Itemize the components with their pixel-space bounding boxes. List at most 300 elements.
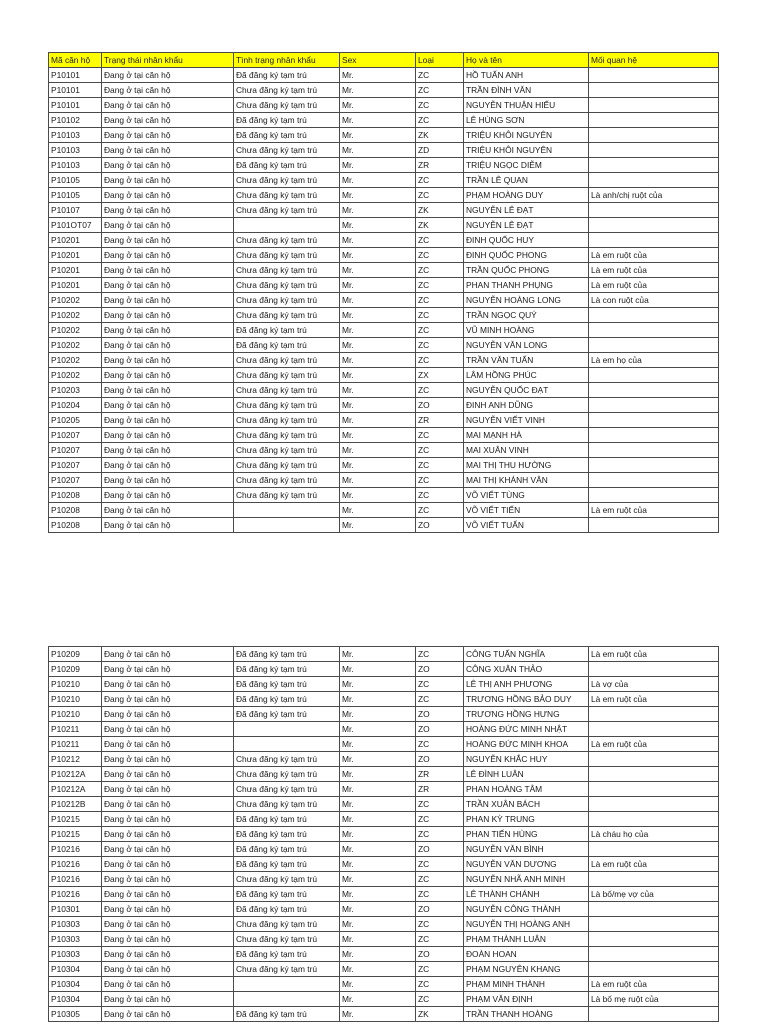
apartment-code-cell[interactable]: P10201 (49, 248, 102, 263)
apartment-code-cell[interactable]: P10212A (49, 767, 102, 782)
sex-cell[interactable]: Mr. (340, 368, 416, 383)
sex-cell[interactable]: Mr. (340, 707, 416, 722)
type-cell[interactable]: ZD (416, 143, 464, 158)
sex-cell[interactable]: Mr. (340, 458, 416, 473)
sex-cell[interactable]: Mr. (340, 947, 416, 962)
apartment-code-cell[interactable]: P10304 (49, 992, 102, 1007)
full-name-cell[interactable]: MAI THỊ THU HƯỜNG (464, 458, 589, 473)
registration-status-cell[interactable]: Đã đăng ký tạm trú (234, 842, 340, 857)
relationship-cell[interactable] (589, 872, 719, 887)
apartment-code-cell[interactable]: P10209 (49, 647, 102, 662)
registration-status-cell[interactable] (234, 722, 340, 737)
apartment-code-cell[interactable]: P10103 (49, 158, 102, 173)
type-cell[interactable]: ZO (416, 947, 464, 962)
registration-status-cell[interactable]: Đã đăng ký tạm trú (234, 113, 340, 128)
relationship-cell[interactable] (589, 113, 719, 128)
sex-cell[interactable]: Mr. (340, 917, 416, 932)
full-name-cell[interactable]: PHAN TIẾN HÙNG (464, 827, 589, 842)
registration-status-cell[interactable] (234, 518, 340, 533)
apartment-code-cell[interactable]: P10211 (49, 722, 102, 737)
resident-status-cell[interactable]: Đang ở tại căn hộ (102, 962, 234, 977)
type-cell[interactable]: ZO (416, 518, 464, 533)
registration-status-cell[interactable]: Chưa đăng ký tạm trú (234, 293, 340, 308)
registration-status-cell[interactable]: Chưa đăng ký tạm trú (234, 398, 340, 413)
sex-cell[interactable]: Mr. (340, 857, 416, 872)
relationship-cell[interactable]: Là em ruột của (589, 977, 719, 992)
relationship-cell[interactable] (589, 797, 719, 812)
type-cell[interactable]: ZC (416, 797, 464, 812)
resident-status-cell[interactable]: Đang ở tại căn hộ (102, 458, 234, 473)
apartment-code-cell[interactable]: P10201 (49, 263, 102, 278)
sex-cell[interactable]: Mr. (340, 518, 416, 533)
relationship-cell[interactable] (589, 413, 719, 428)
apartment-code-cell[interactable]: P101OT07 (49, 218, 102, 233)
sex-cell[interactable]: Mr. (340, 647, 416, 662)
type-cell[interactable]: ZC (416, 677, 464, 692)
resident-status-cell[interactable]: Đang ở tại căn hộ (102, 218, 234, 233)
registration-status-cell[interactable]: Đã đăng ký tạm trú (234, 947, 340, 962)
full-name-cell[interactable]: NGUYỄN NHÃ ANH MINH (464, 872, 589, 887)
full-name-cell[interactable]: ĐINH ANH DŨNG (464, 398, 589, 413)
apartment-code-cell[interactable]: P10216 (49, 857, 102, 872)
apartment-code-cell[interactable]: P10204 (49, 398, 102, 413)
apartment-code-cell[interactable]: P10211 (49, 737, 102, 752)
apartment-code-cell[interactable]: P10212B (49, 797, 102, 812)
registration-status-cell[interactable]: Chưa đăng ký tạm trú (234, 932, 340, 947)
registration-status-cell[interactable] (234, 218, 340, 233)
sex-cell[interactable]: Mr. (340, 752, 416, 767)
registration-status-cell[interactable]: Đã đăng ký tạm trú (234, 857, 340, 872)
apartment-code-cell[interactable]: P10207 (49, 473, 102, 488)
full-name-cell[interactable]: NGUYỄN VĂN LONG (464, 338, 589, 353)
full-name-cell[interactable]: NGUYỄN THUẬN HIẾU (464, 98, 589, 113)
full-name-cell[interactable]: MAI THỊ KHÁNH VÂN (464, 473, 589, 488)
resident-status-cell[interactable]: Đang ở tại căn hộ (102, 68, 234, 83)
registration-status-cell[interactable]: Chưa đăng ký tạm trú (234, 143, 340, 158)
type-cell[interactable]: ZC (416, 857, 464, 872)
registration-status-cell[interactable]: Chưa đăng ký tạm trú (234, 917, 340, 932)
full-name-cell[interactable]: TRẦN THANH HOÀNG (464, 1007, 589, 1022)
resident-status-cell[interactable]: Đang ở tại căn hộ (102, 293, 234, 308)
resident-status-cell[interactable]: Đang ở tại căn hộ (102, 128, 234, 143)
type-cell[interactable]: ZC (416, 737, 464, 752)
sex-cell[interactable]: Mr. (340, 677, 416, 692)
apartment-code-cell[interactable]: P10305 (49, 1007, 102, 1022)
type-cell[interactable]: ZC (416, 812, 464, 827)
relationship-cell[interactable] (589, 518, 719, 533)
registration-status-cell[interactable]: Chưa đăng ký tạm trú (234, 473, 340, 488)
registration-status-cell[interactable]: Chưa đăng ký tạm trú (234, 488, 340, 503)
registration-status-cell[interactable]: Chưa đăng ký tạm trú (234, 83, 340, 98)
full-name-cell[interactable]: HOÀNG ĐỨC MINH NHẬT (464, 722, 589, 737)
sex-cell[interactable]: Mr. (340, 113, 416, 128)
full-name-cell[interactable]: VÕ VIẾT TIẾN (464, 503, 589, 518)
sex-cell[interactable]: Mr. (340, 278, 416, 293)
registration-status-cell[interactable]: Chưa đăng ký tạm trú (234, 782, 340, 797)
sex-cell[interactable]: Mr. (340, 1007, 416, 1022)
registration-status-cell[interactable]: Chưa đăng ký tạm trú (234, 458, 340, 473)
header-resident-status[interactable]: Trạng thái nhân khẩu (102, 53, 234, 68)
apartment-code-cell[interactable]: P10304 (49, 977, 102, 992)
relationship-cell[interactable] (589, 752, 719, 767)
full-name-cell[interactable]: TRẦN LÊ QUAN (464, 173, 589, 188)
type-cell[interactable]: ZC (416, 827, 464, 842)
full-name-cell[interactable]: TRẦN XUÂN BÁCH (464, 797, 589, 812)
full-name-cell[interactable]: VÕ VIẾT TUẤN (464, 518, 589, 533)
full-name-cell[interactable]: LÊ THÀNH CHÁNH (464, 887, 589, 902)
apartment-code-cell[interactable]: P10105 (49, 173, 102, 188)
relationship-cell[interactable]: Là cháu họ của (589, 827, 719, 842)
relationship-cell[interactable] (589, 68, 719, 83)
apartment-code-cell[interactable]: P10215 (49, 812, 102, 827)
full-name-cell[interactable]: TRƯƠNG HỒNG BẢO DUY (464, 692, 589, 707)
resident-status-cell[interactable]: Đang ở tại căn hộ (102, 677, 234, 692)
sex-cell[interactable]: Mr. (340, 722, 416, 737)
registration-status-cell[interactable]: Chưa đăng ký tạm trú (234, 872, 340, 887)
apartment-code-cell[interactable]: P10202 (49, 368, 102, 383)
resident-status-cell[interactable]: Đang ở tại căn hộ (102, 947, 234, 962)
type-cell[interactable]: ZC (416, 68, 464, 83)
registration-status-cell[interactable]: Chưa đăng ký tạm trú (234, 368, 340, 383)
type-cell[interactable]: ZR (416, 782, 464, 797)
relationship-cell[interactable] (589, 443, 719, 458)
type-cell[interactable]: ZC (416, 293, 464, 308)
full-name-cell[interactable]: TRẦN NGỌC QUÝ (464, 308, 589, 323)
registration-status-cell[interactable]: Chưa đăng ký tạm trú (234, 413, 340, 428)
registration-status-cell[interactable]: Đã đăng ký tạm trú (234, 827, 340, 842)
registration-status-cell[interactable]: Đã đăng ký tạm trú (234, 812, 340, 827)
relationship-cell[interactable] (589, 83, 719, 98)
resident-status-cell[interactable]: Đang ở tại căn hộ (102, 872, 234, 887)
relationship-cell[interactable]: Là em ruột của (589, 278, 719, 293)
full-name-cell[interactable]: LÊ HÙNG SƠN (464, 113, 589, 128)
apartment-code-cell[interactable]: P10103 (49, 128, 102, 143)
type-cell[interactable]: ZC (416, 263, 464, 278)
apartment-code-cell[interactable]: P10210 (49, 707, 102, 722)
resident-status-cell[interactable]: Đang ở tại căn hộ (102, 503, 234, 518)
relationship-cell[interactable] (589, 488, 719, 503)
apartment-code-cell[interactable]: P10212 (49, 752, 102, 767)
registration-status-cell[interactable]: Chưa đăng ký tạm trú (234, 962, 340, 977)
registration-status-cell[interactable]: Đã đăng ký tạm trú (234, 887, 340, 902)
resident-status-cell[interactable]: Đang ở tại căn hộ (102, 707, 234, 722)
registration-status-cell[interactable] (234, 992, 340, 1007)
type-cell[interactable]: ZK (416, 1007, 464, 1022)
full-name-cell[interactable]: PHAN THANH PHỤNG (464, 278, 589, 293)
sex-cell[interactable]: Mr. (340, 767, 416, 782)
registration-status-cell[interactable]: Đã đăng ký tạm trú (234, 323, 340, 338)
resident-status-cell[interactable]: Đang ở tại căn hộ (102, 857, 234, 872)
sex-cell[interactable]: Mr. (340, 977, 416, 992)
type-cell[interactable]: ZC (416, 917, 464, 932)
full-name-cell[interactable]: NGUYỄN HOÀNG LONG (464, 293, 589, 308)
relationship-cell[interactable] (589, 203, 719, 218)
apartment-code-cell[interactable]: P10202 (49, 353, 102, 368)
relationship-cell[interactable] (589, 902, 719, 917)
apartment-code-cell[interactable]: P10303 (49, 932, 102, 947)
resident-status-cell[interactable]: Đang ở tại căn hộ (102, 338, 234, 353)
header-apartment-code[interactable]: Mã căn hộ (49, 53, 102, 68)
relationship-cell[interactable]: Là em ruột của (589, 692, 719, 707)
relationship-cell[interactable]: Là bố/mẹ vợ của (589, 887, 719, 902)
relationship-cell[interactable] (589, 218, 719, 233)
resident-status-cell[interactable]: Đang ở tại căn hộ (102, 98, 234, 113)
type-cell[interactable]: ZC (416, 173, 464, 188)
full-name-cell[interactable]: HOÀNG ĐỨC MINH KHOA (464, 737, 589, 752)
sex-cell[interactable]: Mr. (340, 218, 416, 233)
relationship-cell[interactable] (589, 662, 719, 677)
apartment-code-cell[interactable]: P10205 (49, 413, 102, 428)
relationship-cell[interactable] (589, 383, 719, 398)
type-cell[interactable]: ZR (416, 413, 464, 428)
full-name-cell[interactable]: NGUYỄN VIẾT VINH (464, 413, 589, 428)
full-name-cell[interactable]: NGUYỄN LÊ ĐẠT (464, 203, 589, 218)
type-cell[interactable]: ZC (416, 977, 464, 992)
sex-cell[interactable]: Mr. (340, 443, 416, 458)
registration-status-cell[interactable]: Đã đăng ký tạm trú (234, 1007, 340, 1022)
apartment-code-cell[interactable]: P10201 (49, 233, 102, 248)
relationship-cell[interactable] (589, 932, 719, 947)
sex-cell[interactable]: Mr. (340, 797, 416, 812)
relationship-cell[interactable]: Là vợ của (589, 677, 719, 692)
relationship-cell[interactable] (589, 812, 719, 827)
full-name-cell[interactable]: NGUYỄN THỊ HOÀNG ANH (464, 917, 589, 932)
sex-cell[interactable]: Mr. (340, 263, 416, 278)
type-cell[interactable]: ZC (416, 503, 464, 518)
header-full-name[interactable]: Họ và tên (464, 53, 589, 68)
type-cell[interactable]: ZC (416, 278, 464, 293)
sex-cell[interactable]: Mr. (340, 992, 416, 1007)
registration-status-cell[interactable]: Chưa đăng ký tạm trú (234, 203, 340, 218)
type-cell[interactable]: ZC (416, 338, 464, 353)
resident-status-cell[interactable]: Đang ở tại căn hộ (102, 518, 234, 533)
header-registration-status[interactable]: Tình trạng nhân khẩu (234, 53, 340, 68)
sex-cell[interactable]: Mr. (340, 398, 416, 413)
registration-status-cell[interactable]: Chưa đăng ký tạm trú (234, 443, 340, 458)
resident-status-cell[interactable]: Đang ở tại căn hộ (102, 662, 234, 677)
apartment-code-cell[interactable]: P10209 (49, 662, 102, 677)
full-name-cell[interactable]: TRIỆU NGỌC DIỄM (464, 158, 589, 173)
full-name-cell[interactable]: VŨ MINH HOÀNG (464, 323, 589, 338)
full-name-cell[interactable]: ĐINH QUỐC HUY (464, 233, 589, 248)
registration-status-cell[interactable]: Đã đăng ký tạm trú (234, 158, 340, 173)
type-cell[interactable]: ZC (416, 488, 464, 503)
type-cell[interactable]: ZC (416, 188, 464, 203)
type-cell[interactable]: ZO (416, 722, 464, 737)
header-type[interactable]: Loại (416, 53, 464, 68)
apartment-code-cell[interactable]: P10208 (49, 503, 102, 518)
type-cell[interactable]: ZC (416, 458, 464, 473)
resident-status-cell[interactable]: Đang ở tại căn hộ (102, 692, 234, 707)
resident-status-cell[interactable]: Đang ở tại căn hộ (102, 233, 234, 248)
full-name-cell[interactable]: TRẦN ĐÌNH VĂN (464, 83, 589, 98)
type-cell[interactable]: ZC (416, 962, 464, 977)
full-name-cell[interactable]: NGUYỄN VĂN BÌNH (464, 842, 589, 857)
sex-cell[interactable]: Mr. (340, 428, 416, 443)
resident-status-cell[interactable]: Đang ở tại căn hộ (102, 722, 234, 737)
registration-status-cell[interactable]: Chưa đăng ký tạm trú (234, 752, 340, 767)
sex-cell[interactable]: Mr. (340, 872, 416, 887)
resident-status-cell[interactable]: Đang ở tại căn hộ (102, 782, 234, 797)
sex-cell[interactable]: Mr. (340, 932, 416, 947)
full-name-cell[interactable]: LÂM HỒNG PHÚC (464, 368, 589, 383)
relationship-cell[interactable]: Là em ruột của (589, 503, 719, 518)
resident-status-cell[interactable]: Đang ở tại căn hộ (102, 977, 234, 992)
relationship-cell[interactable] (589, 947, 719, 962)
sex-cell[interactable]: Mr. (340, 827, 416, 842)
type-cell[interactable]: ZC (416, 83, 464, 98)
apartment-code-cell[interactable]: P10216 (49, 842, 102, 857)
resident-status-cell[interactable]: Đang ở tại căn hộ (102, 932, 234, 947)
apartment-code-cell[interactable]: P10208 (49, 518, 102, 533)
registration-status-cell[interactable]: Đã đăng ký tạm trú (234, 128, 340, 143)
registration-status-cell[interactable]: Chưa đăng ký tạm trú (234, 173, 340, 188)
sex-cell[interactable]: Mr. (340, 662, 416, 677)
type-cell[interactable]: ZC (416, 248, 464, 263)
type-cell[interactable]: ZR (416, 158, 464, 173)
resident-status-cell[interactable]: Đang ở tại căn hộ (102, 308, 234, 323)
apartment-code-cell[interactable]: P10210 (49, 677, 102, 692)
relationship-cell[interactable] (589, 1007, 719, 1022)
apartment-code-cell[interactable]: P10202 (49, 293, 102, 308)
type-cell[interactable]: ZC (416, 992, 464, 1007)
relationship-cell[interactable] (589, 98, 719, 113)
sex-cell[interactable]: Mr. (340, 473, 416, 488)
full-name-cell[interactable]: TRIỆU KHÔI NGUYÊN (464, 143, 589, 158)
sex-cell[interactable]: Mr. (340, 158, 416, 173)
registration-status-cell[interactable]: Chưa đăng ký tạm trú (234, 383, 340, 398)
type-cell[interactable]: ZO (416, 842, 464, 857)
relationship-cell[interactable]: Là em ruột của (589, 737, 719, 752)
full-name-cell[interactable]: VÕ VIẾT TÙNG (464, 488, 589, 503)
full-name-cell[interactable]: PHẠM THÀNH LUÂN (464, 932, 589, 947)
registration-status-cell[interactable]: Chưa đăng ký tạm trú (234, 248, 340, 263)
resident-status-cell[interactable]: Đang ở tại căn hộ (102, 887, 234, 902)
full-name-cell[interactable]: NGUYỄN LÊ ĐẠT (464, 218, 589, 233)
resident-status-cell[interactable]: Đang ở tại căn hộ (102, 488, 234, 503)
full-name-cell[interactable]: CÔNG TUẤN NGHĨA (464, 647, 589, 662)
relationship-cell[interactable] (589, 707, 719, 722)
full-name-cell[interactable]: NGUYỄN CÔNG THÀNH (464, 902, 589, 917)
apartment-code-cell[interactable]: P10102 (49, 113, 102, 128)
header-relationship[interactable]: Mối quan hệ (589, 53, 719, 68)
relationship-cell[interactable] (589, 962, 719, 977)
full-name-cell[interactable]: TRẦN QUỐC PHONG (464, 263, 589, 278)
type-cell[interactable]: ZC (416, 113, 464, 128)
resident-status-cell[interactable]: Đang ở tại căn hộ (102, 647, 234, 662)
apartment-code-cell[interactable]: P10203 (49, 383, 102, 398)
resident-status-cell[interactable]: Đang ở tại căn hộ (102, 188, 234, 203)
resident-status-cell[interactable]: Đang ở tại căn hộ (102, 473, 234, 488)
relationship-cell[interactable] (589, 233, 719, 248)
sex-cell[interactable]: Mr. (340, 842, 416, 857)
relationship-cell[interactable] (589, 398, 719, 413)
registration-status-cell[interactable]: Chưa đăng ký tạm trú (234, 797, 340, 812)
relationship-cell[interactable] (589, 767, 719, 782)
resident-status-cell[interactable]: Đang ở tại căn hộ (102, 917, 234, 932)
sex-cell[interactable]: Mr. (340, 83, 416, 98)
sex-cell[interactable]: Mr. (340, 248, 416, 263)
registration-status-cell[interactable]: Đã đăng ký tạm trú (234, 902, 340, 917)
relationship-cell[interactable] (589, 473, 719, 488)
resident-status-cell[interactable]: Đang ở tại căn hộ (102, 797, 234, 812)
apartment-code-cell[interactable]: P10208 (49, 488, 102, 503)
registration-status-cell[interactable]: Đã đăng ký tạm trú (234, 692, 340, 707)
full-name-cell[interactable]: PHAN HOÀNG TÂM (464, 782, 589, 797)
relationship-cell[interactable]: Là em ruột của (589, 248, 719, 263)
relationship-cell[interactable] (589, 722, 719, 737)
registration-status-cell[interactable]: Đã đăng ký tạm trú (234, 647, 340, 662)
full-name-cell[interactable]: MAI XUÂN VINH (464, 443, 589, 458)
relationship-cell[interactable] (589, 158, 719, 173)
resident-status-cell[interactable]: Đang ở tại căn hộ (102, 902, 234, 917)
registration-status-cell[interactable] (234, 503, 340, 518)
sex-cell[interactable]: Mr. (340, 188, 416, 203)
relationship-cell[interactable] (589, 323, 719, 338)
registration-status-cell[interactable]: Đã đăng ký tạm trú (234, 68, 340, 83)
apartment-code-cell[interactable]: P10202 (49, 338, 102, 353)
resident-status-cell[interactable]: Đang ở tại căn hộ (102, 827, 234, 842)
relationship-cell[interactable]: Là em ruột của (589, 857, 719, 872)
apartment-code-cell[interactable]: P10201 (49, 278, 102, 293)
resident-status-cell[interactable]: Đang ở tại căn hộ (102, 323, 234, 338)
type-cell[interactable]: ZC (416, 98, 464, 113)
sex-cell[interactable]: Mr. (340, 68, 416, 83)
relationship-cell[interactable] (589, 338, 719, 353)
apartment-code-cell[interactable]: P10101 (49, 98, 102, 113)
type-cell[interactable]: ZC (416, 887, 464, 902)
resident-status-cell[interactable]: Đang ở tại căn hộ (102, 398, 234, 413)
resident-status-cell[interactable]: Đang ở tại căn hộ (102, 158, 234, 173)
registration-status-cell[interactable]: Chưa đăng ký tạm trú (234, 767, 340, 782)
full-name-cell[interactable]: PHẠM VĂN ĐỊNH (464, 992, 589, 1007)
apartment-code-cell[interactable]: P10101 (49, 83, 102, 98)
sex-cell[interactable]: Mr. (340, 323, 416, 338)
relationship-cell[interactable] (589, 458, 719, 473)
full-name-cell[interactable]: ĐOÀN HOAN (464, 947, 589, 962)
type-cell[interactable]: ZC (416, 323, 464, 338)
full-name-cell[interactable]: LÊ THỊ ANH PHƯƠNG (464, 677, 589, 692)
sex-cell[interactable]: Mr. (340, 782, 416, 797)
resident-status-cell[interactable]: Đang ở tại căn hộ (102, 248, 234, 263)
type-cell[interactable]: ZO (416, 902, 464, 917)
full-name-cell[interactable]: CÔNG XUÂN THẢO (464, 662, 589, 677)
type-cell[interactable]: ZC (416, 647, 464, 662)
sex-cell[interactable]: Mr. (340, 203, 416, 218)
registration-status-cell[interactable] (234, 737, 340, 752)
resident-status-cell[interactable]: Đang ở tại căn hộ (102, 812, 234, 827)
relationship-cell[interactable] (589, 428, 719, 443)
registration-status-cell[interactable]: Chưa đăng ký tạm trú (234, 233, 340, 248)
type-cell[interactable]: ZK (416, 203, 464, 218)
apartment-code-cell[interactable]: P10301 (49, 902, 102, 917)
resident-status-cell[interactable]: Đang ở tại căn hộ (102, 992, 234, 1007)
full-name-cell[interactable]: MAI MẠNH HÀ (464, 428, 589, 443)
relationship-cell[interactable] (589, 368, 719, 383)
sex-cell[interactable]: Mr. (340, 902, 416, 917)
registration-status-cell[interactable]: Đã đăng ký tạm trú (234, 338, 340, 353)
type-cell[interactable]: ZC (416, 428, 464, 443)
sex-cell[interactable]: Mr. (340, 293, 416, 308)
registration-status-cell[interactable]: Chưa đăng ký tạm trú (234, 308, 340, 323)
type-cell[interactable]: ZC (416, 872, 464, 887)
registration-status-cell[interactable]: Đã đăng ký tạm trú (234, 677, 340, 692)
relationship-cell[interactable]: Là anh/chị ruột của (589, 188, 719, 203)
resident-status-cell[interactable]: Đang ở tại căn hộ (102, 368, 234, 383)
sex-cell[interactable]: Mr. (340, 233, 416, 248)
registration-status-cell[interactable]: Đã đăng ký tạm trú (234, 662, 340, 677)
type-cell[interactable]: ZC (416, 353, 464, 368)
